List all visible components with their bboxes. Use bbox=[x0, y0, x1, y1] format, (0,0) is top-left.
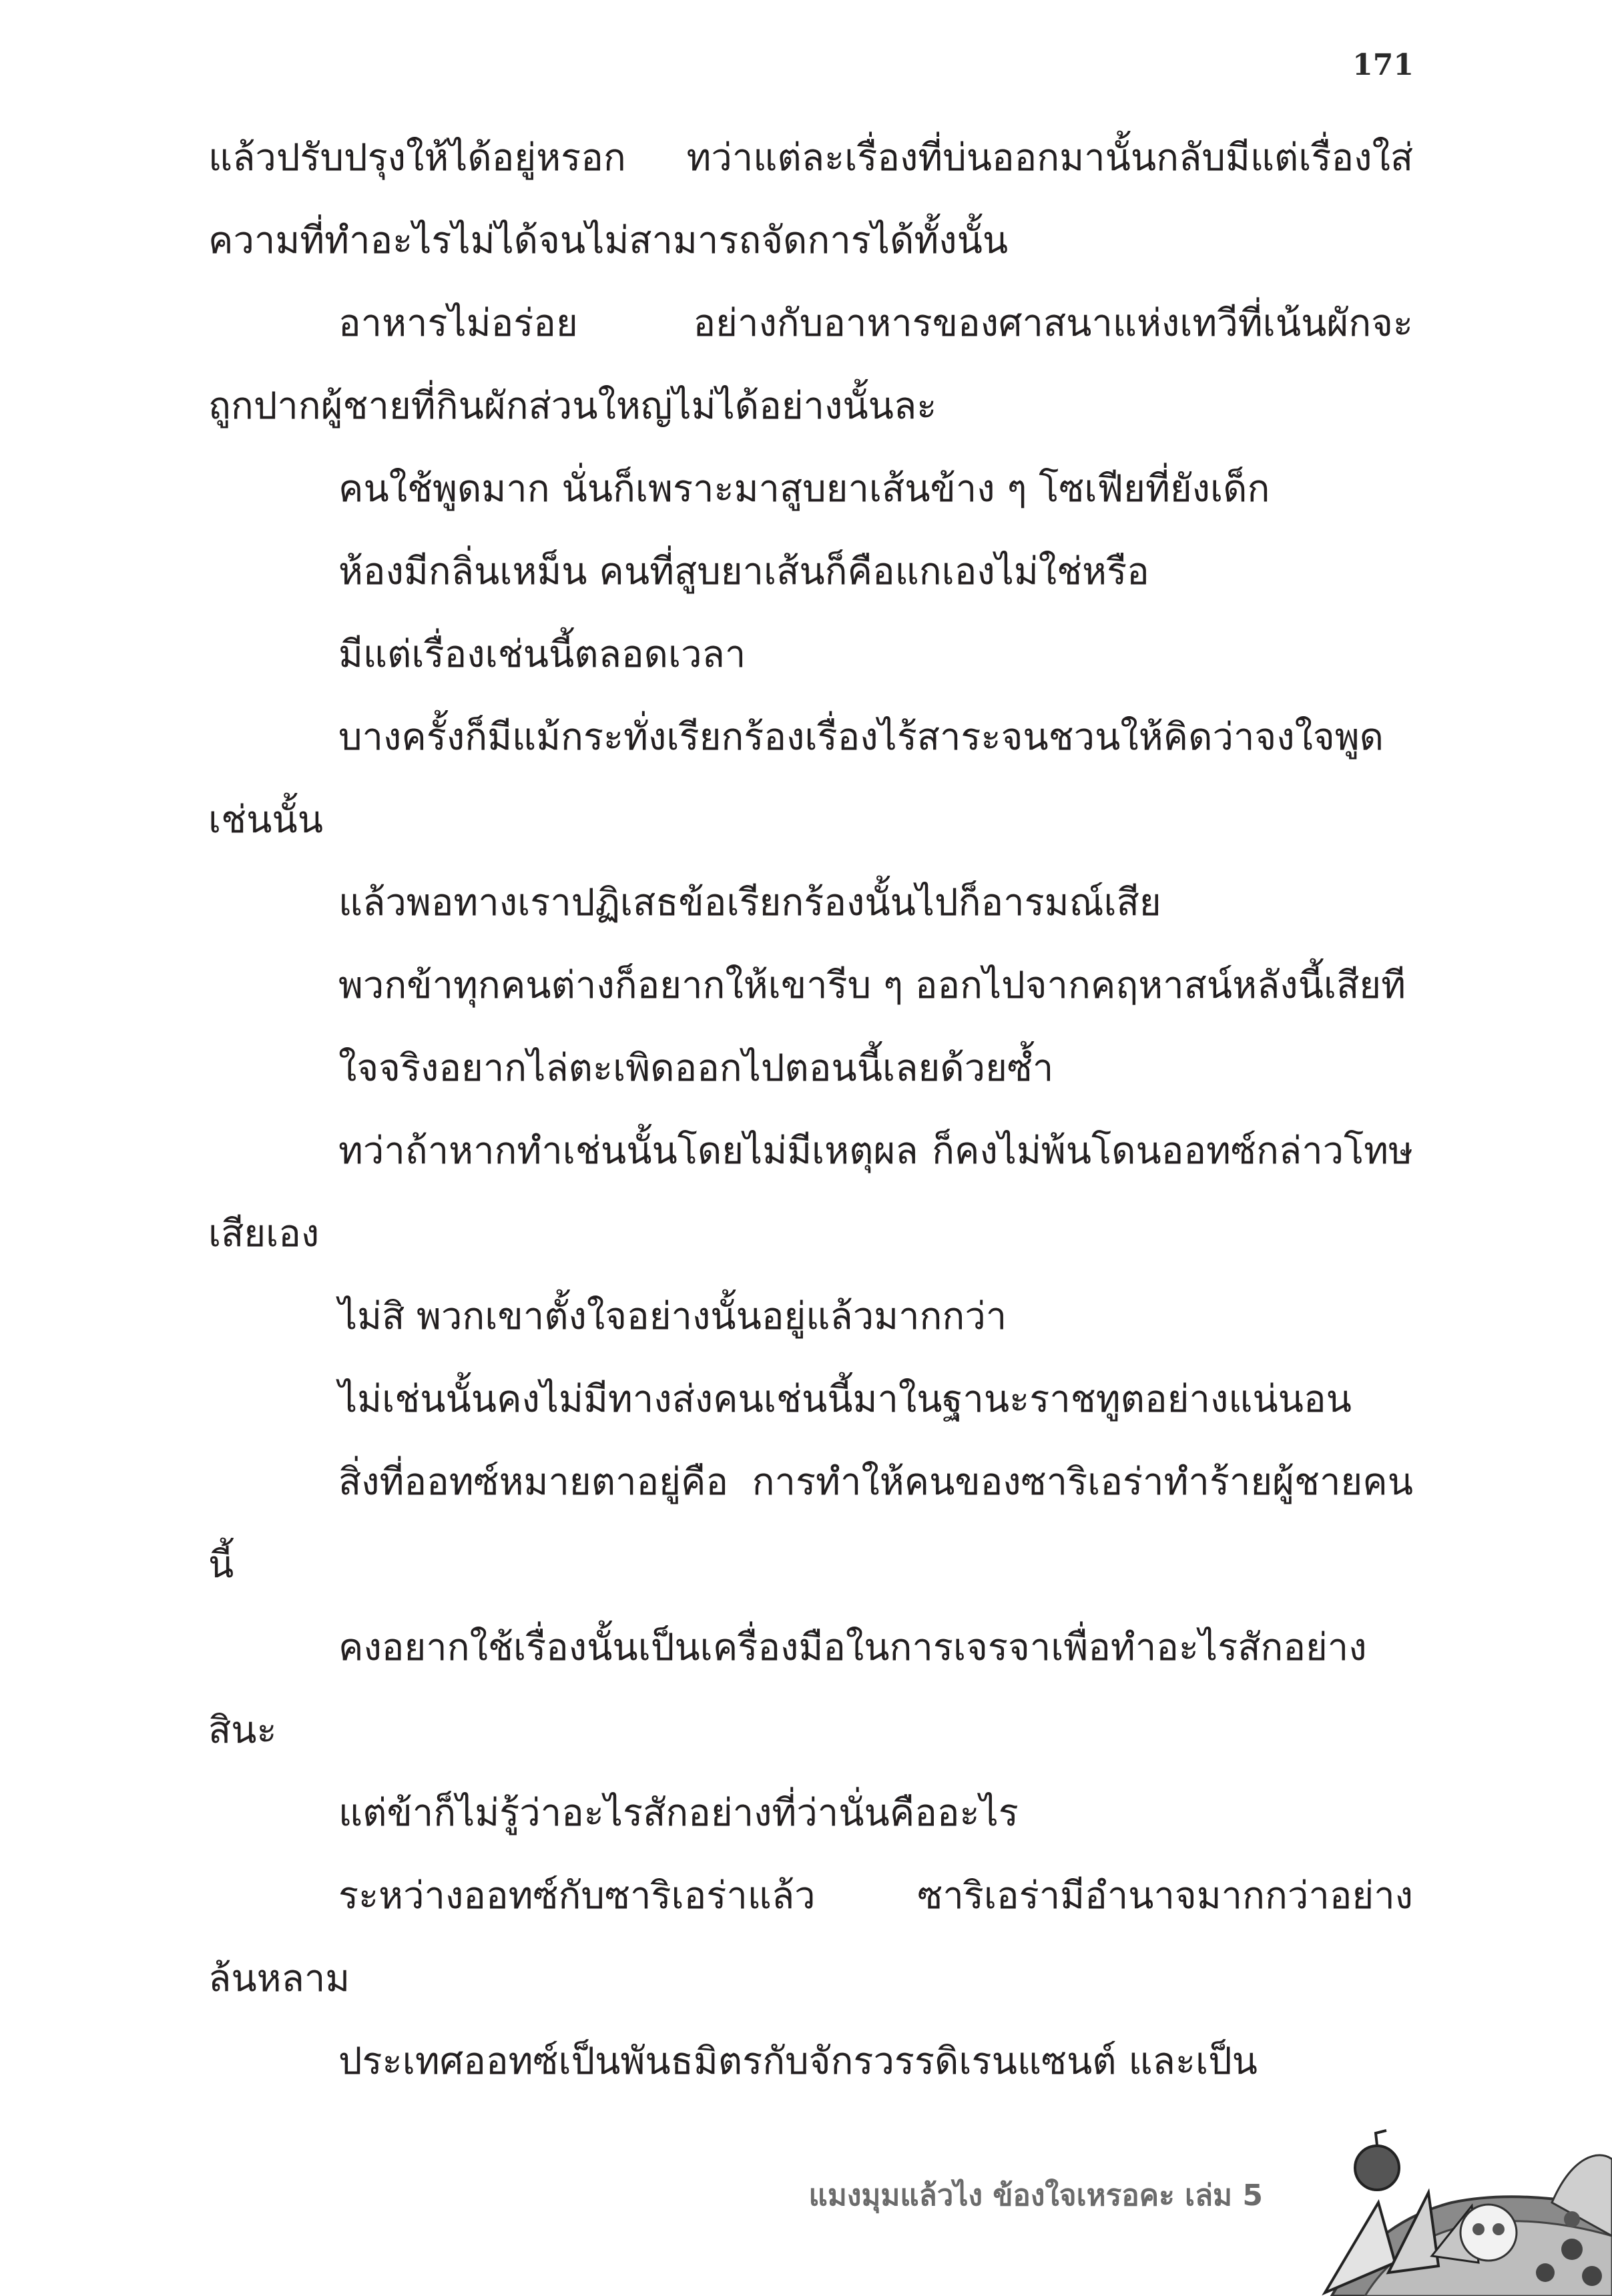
paragraph: ใจจริงอยากไล่ตะเพิดออกไปตอนนี้เลยด้วยซ้ำ bbox=[338, 1047, 1054, 1090]
paragraph: ไม่สิ พวกเขาตั้งใจอย่างนั้นอยู่แล้วมากกว่า bbox=[338, 1295, 1007, 1338]
paragraph: แต่ข้าก็ไม่รู้ว่าอะไรสักอย่างที่ว่านั่นคืออะไร bbox=[338, 1791, 1019, 1835]
paragraph: บางครั้งก็มีแม้กระทั่งเรียกร้องเรื่องไร้สาระจนชวนให้คิดว่าจงใจพูดเช่นนั้น bbox=[208, 715, 1384, 842]
paragraph: แล้วปรับปรุงให้ได้อยู่หรอก ทว่าแต่ละเรื่องที่บ่นออกมานั้นกลับมีแต่เรื่องใส่ความที่ทำอะไรไม่ได้จนไม่สามารถจัดการได้ทั้งนั้น bbox=[208, 136, 1413, 262]
paragraph: คนใช้พูดมาก นั่นก็เพราะมาสูบยาเส้นข้าง ๆ โซเฟียที่ยังเด็ก bbox=[338, 467, 1270, 511]
paragraph: ทว่าถ้าหากทำเช่นนั้นโดยไม่มีเหตุผล ก็คงไม่พ้นโดนออทซ์กล่าวโทษเสียเอง bbox=[208, 1129, 1413, 1255]
spider-character-illustration-icon bbox=[1278, 2129, 1612, 2296]
paragraph: สิ่งที่ออทซ์หมายตาอยู่คือ การทำให้คนของซาริเอร่าทำร้ายผู้ชายคนนี้ bbox=[208, 1460, 1413, 1587]
paragraph: มีแต่เรื่องเช่นนี้ตลอดเวลา bbox=[338, 633, 746, 676]
paragraph: ระหว่างออทซ์กับซาริเอร่าแล้ว ซาริเอร่ามีอำนาจมากกว่าอย่างล้นหลาม bbox=[208, 1874, 1413, 2000]
paragraph: ห้องมีกลิ่นเหม็น คนที่สูบยาเส้นก็คือแกเองไม่ใช่หรือ bbox=[338, 550, 1149, 593]
page-number: 171 bbox=[1352, 48, 1414, 82]
paragraph: พวกข้าทุกคนต่างก็อยากให้เขารีบ ๆ ออกไปจากคฤหาสน์หลังนี้เสียที bbox=[338, 964, 1406, 1007]
paragraph: คงอยากใช้เรื่องนั้นเป็นเครื่องมือในการเจรจาเพื่อทำอะไรสักอย่างสินะ bbox=[208, 1626, 1367, 1752]
paragraph: ไม่เช่นนั้นคงไม่มีทางส่งคนเช่นนี้มาในฐานะราชทูตอย่างแน่นอน bbox=[338, 1378, 1352, 1421]
footer-book-title: แมงมุมแล้วไง ข้องใจเหรอคะ เล่ม 5 bbox=[808, 2179, 1263, 2213]
paragraph: แล้วพอทางเราปฏิเสธข้อเรียกร้องนั้นไปก็อารมณ์เสีย bbox=[338, 881, 1161, 924]
body-text bbox=[208, 117, 1413, 2103]
paragraph: อาหารไม่อร่อย อย่างกับอาหารของศาสนาแห่งเทวีที่เน้นผักจะถูกปากผู้ชายที่กินผักส่วนใหญ่ไม่ได้อย่างนั้นละ bbox=[208, 302, 1413, 428]
paragraph: ประเทศออทซ์เป็นพันธมิตรกับจักรวรรดิเรนแซนต์ และเป็น bbox=[338, 2040, 1258, 2083]
